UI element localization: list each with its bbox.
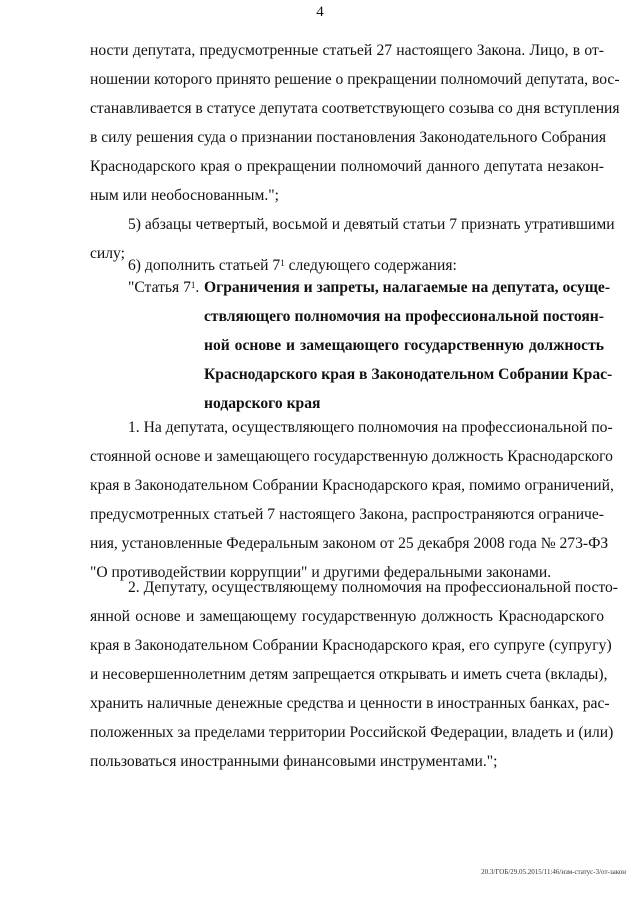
text-line: края в Законодательном Собрании Краснодарского края, его супруге (супругу) <box>90 637 612 654</box>
superscript: 1 <box>280 258 285 268</box>
text-line: янной основе и замещающему государственную должность Краснодарского <box>90 608 604 625</box>
text-line: ности депутата, предусмотренные статьей 27 настоящего Закона. Лицо, в от- <box>90 42 604 59</box>
page-number: 4 <box>316 4 324 20</box>
text-line: ношении которого принято решение о прекращении полномочий депутата, вос- <box>90 71 620 88</box>
text-line: предусмотренных статьей 7 настоящего Закона, распространяются ограниче- <box>90 506 604 523</box>
text-line: ным или необоснованным."; <box>90 187 279 204</box>
text-line: в силу решения суда о признании постановления Законодательного Собрания <box>90 129 607 146</box>
text-line: "О противодействии коррупции" и другими федеральными законами. <box>90 564 552 581</box>
article-label: "Статья 7 <box>128 279 191 296</box>
title-line: нодарского края <box>204 395 321 412</box>
text-line: ния, установленные Федеральным законом от 25 декабря 2008 года № 273-ФЗ <box>90 535 609 552</box>
article-label-dot: . <box>195 279 200 296</box>
article-heading <box>128 273 199 302</box>
text-line: хранить наличные денежные средства и ценности в иностранных банках, рас- <box>90 695 610 712</box>
title-line: ной основе и замещающего государственную должность <box>204 337 604 354</box>
title-line: Краснодарского края в Законодательном Собрании Крас- <box>204 366 613 383</box>
paragraph-intro <box>90 36 620 210</box>
paragraph-2 <box>90 573 618 776</box>
text-line: Краснодарского края о прекращении полномочий данного депутата незакон- <box>90 158 604 175</box>
text-line: края в Законодательном Собрании Краснодарского края, помимо ограничений, <box>90 477 614 494</box>
text-line: положенных за пределами территории Российской Федерации, владеть и (или) <box>90 724 614 741</box>
superscript: 1 <box>190 280 196 290</box>
item-6-text-end: следующего содержания: <box>284 257 457 274</box>
text-line: стоянной основе и замещающего государственную должность Краснодарского <box>90 448 613 465</box>
text-line: 1. На депутата, осуществляющего полномочия на профессиональной по- <box>128 419 613 436</box>
title-line: Ограничения и запреты, налагаемые на депутата, осуще- <box>204 279 611 296</box>
text-line: и несовершеннолетним детям запрещается открывать и иметь счета (вклады), <box>90 666 608 683</box>
text-line: силу; <box>90 245 125 262</box>
footer-stamp: 20.3/ГОБ/29.05.2015/11:46/изм-статус-3/от-закон <box>481 868 626 876</box>
text-line: станавливается в статусе депутата соответствующего созыва со дня вступления <box>90 100 620 117</box>
title-line: ствляющего полномочия на профессиональной постоян- <box>204 308 604 325</box>
text-line: 5) абзацы четвертый, восьмой и девятый статьи 7 признать утратившими <box>128 216 615 233</box>
article-title <box>204 273 613 418</box>
item-6-text: 6) дополнить статьей 7 <box>128 257 281 274</box>
paragraph-1 <box>90 413 614 587</box>
text-line: 2. Депутату, осуществляющему полномочия на профессиональной посто- <box>128 579 618 596</box>
text-line: пользоваться иностранными финансовыми инструментами."; <box>90 753 498 770</box>
